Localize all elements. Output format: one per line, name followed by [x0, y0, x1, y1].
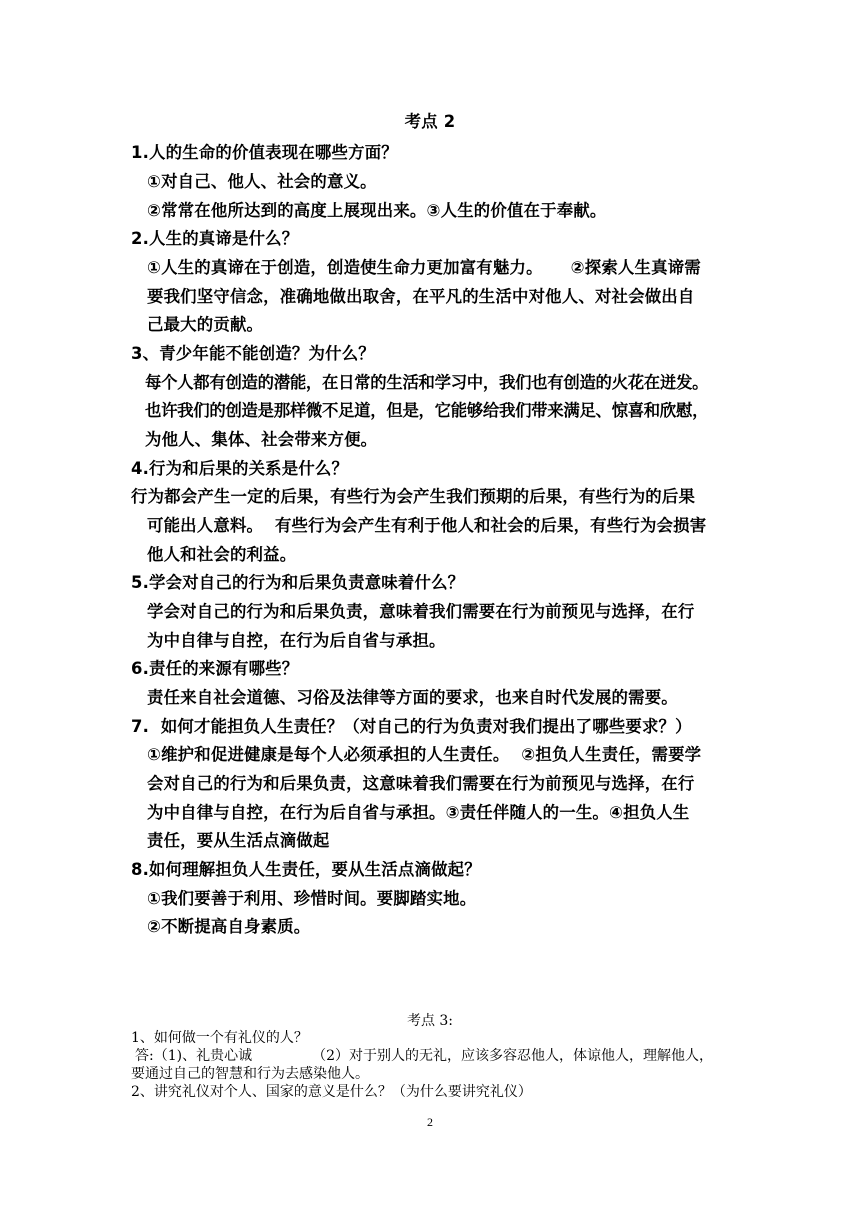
answer-2-line-1: ①人生的真谛在于创造，创造使生命力更加富有魅力。 ②探索人生真谛需 — [147, 258, 701, 277]
answer-4-line-3: 他人和社会的利益。 — [147, 545, 297, 564]
answer-3-line-2: 也许我们的创造是那样微不足道，但是，它能够给我们带来满足、惊喜和欣慰， — [145, 401, 709, 420]
question-3: 3、青少年能不能创造？为什么？ — [131, 344, 375, 363]
section-3-answer-1-line-2: 要通过自己的智慧和行为去感染他人。 — [131, 1066, 369, 1082]
section-3-title: 考点 3: — [406, 1013, 454, 1029]
answer-7-line-2: 会对自己的行为和后果负责，这意味着我们需要在行为前预见与选择，在行 — [147, 774, 695, 793]
answer-8-line-2: ②不断提高自身素质。 — [147, 917, 311, 936]
section-2-title: 考点 2 — [404, 112, 456, 131]
page-number: 2 — [427, 1115, 433, 1129]
section-3-question-2: 2、讲究礼仪对个人、国家的意义是什么？（为什么要讲究礼仪） — [131, 1084, 532, 1100]
question-8: 8.如何理解担负人生责任，要从生活点滴做起？ — [131, 860, 481, 879]
question-6: 6.责任的来源有哪些？ — [131, 659, 299, 678]
answer-5-line-1: 学会对自己的行为和后果负责，意味着我们需要在行为前预见与选择，在行 — [147, 602, 695, 621]
question-7: 7. 如何才能担负人生责任？（对自己的行为负责对我们提出了哪些要求？） — [131, 717, 692, 736]
section-3-answer-1-line-1: 答:（1)、礼贵心诚 （2）对于别人的无礼，应该多容忍他人，体谅他人，理解他人， — [135, 1048, 713, 1064]
question-4: 4.行为和后果的关系是什么？ — [131, 459, 349, 478]
answer-4-line-2: 可能出人意料。 有些行为会产生有利于他人和社会的后果，有些行为会损害 — [147, 516, 707, 535]
answer-6-line-1: 责任来自社会道德、习俗及法律等方面的要求，也来自时代发展的需要。 — [147, 688, 678, 707]
answer-3-line-3: 为他人、集体、社会带来方便。 — [145, 430, 378, 449]
answer-2-line-2: 要我们坚守信念，准确地做出取舍，在平凡的生活中对他人、对社会做出自 — [147, 287, 695, 306]
answer-3-line-1: 每个人都有创造的潜能，在日常的生活和学习中，我们也有创造的火花在迸发。 — [145, 373, 709, 392]
answer-1-line-1: ①对自己、他人、社会的意义。 — [147, 172, 377, 191]
answer-7-line-4: 责任，要从生活点滴做起 — [147, 831, 330, 850]
section-3-question-1: 1、如何做一个有礼仪的人？ — [131, 1030, 308, 1046]
answer-5-line-2: 为中自律与自控，在行为后自省与承担。 — [147, 631, 446, 650]
question-2: 2.人生的真谛是什么？ — [131, 229, 299, 248]
answer-7-line-3: 为中自律与自控，在行为后自省与承担。③责任伴随人的一生。④担负人生 — [147, 803, 690, 822]
answer-8-line-1: ①我们要善于利用、珍惜时间。要脚踏实地。 — [147, 889, 477, 908]
answer-7-line-1: ①维护和促进健康是每个人必须承担的人生责任。 ②担负人生责任，需要学 — [147, 745, 702, 764]
answer-4-line-1: 行为都会产生一定的后果，有些行为会产生我们预期的后果，有些行为的后果 — [131, 487, 696, 506]
answer-2-line-3: 己最大的贡献。 — [147, 315, 264, 334]
question-5: 5.学会对自己的行为和后果负责意味着什么？ — [131, 573, 465, 592]
question-1: 1.人的生命的价值表现在哪些方面？ — [131, 143, 398, 162]
answer-1-line-2: ②常常在他所达到的高度上展现出来。③人生的价值在于奉献。 — [147, 201, 607, 220]
